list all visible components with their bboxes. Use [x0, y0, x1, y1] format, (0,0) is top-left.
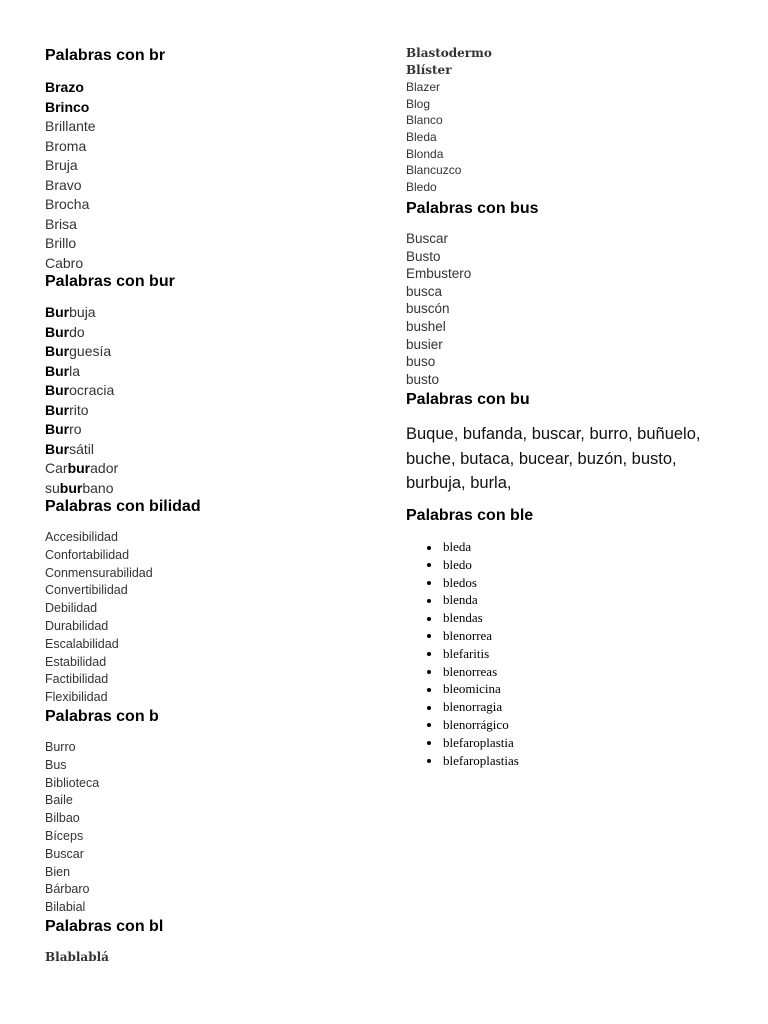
text-part: Bruja	[45, 157, 78, 173]
list-item: Bleda	[406, 130, 437, 145]
list-item: blenorreas	[426, 663, 519, 681]
list-item	[45, 137, 96, 157]
list-item: blefaritis	[426, 645, 519, 663]
list-item: Blanco	[406, 113, 443, 128]
list-item: blenda	[426, 591, 519, 609]
list-item: Durabilidad	[45, 618, 109, 633]
bold-part: bur	[67, 460, 91, 476]
list-item: bledo	[426, 556, 519, 574]
list-item: Buscar	[45, 846, 84, 861]
text-part: Car	[45, 460, 68, 476]
list-item: bledos	[426, 574, 519, 592]
list-item	[45, 362, 118, 382]
list-item	[45, 323, 118, 343]
list-item	[45, 156, 96, 176]
list-item: Blastodermo	[406, 46, 492, 60]
list-item: bushel	[406, 318, 446, 334]
list-item: Buscar	[406, 231, 449, 246]
bold-part: Bur	[45, 362, 70, 379]
list-item: blenorragia	[426, 698, 519, 716]
list-item: Blablablá	[45, 950, 109, 964]
heading-bus: Palabras con bus	[406, 200, 539, 217]
list-item: Convertibilidad	[45, 583, 128, 598]
bold-part: bur	[59, 479, 83, 496]
text-part: Brillo	[45, 235, 77, 251]
list-item: Estabilidad	[45, 654, 107, 669]
list-item: blefaroplastia	[426, 734, 519, 752]
bold-part: Bur	[45, 440, 70, 457]
bold-part: Bur	[45, 323, 70, 340]
list-item: Embustero	[406, 266, 472, 282]
bold-part: Brinco	[45, 98, 90, 115]
list-item: Burro	[45, 740, 76, 754]
paragraph-bu: Buque, bufanda, buscar, burro, buñuelo, buche, butaca, bucear, buzón, busto, burbuja, burla,	[406, 425, 701, 492]
text-part: bano	[82, 479, 114, 496]
list-item: Factibilidad	[45, 672, 109, 687]
list-item: Bledo	[406, 180, 437, 195]
list-item: Bárbaro	[45, 882, 90, 897]
list-item	[45, 78, 96, 98]
bold-part: Bur	[45, 421, 70, 437]
list-item: busto	[406, 371, 440, 387]
list-item: Baile	[45, 793, 73, 808]
list-item	[45, 401, 118, 421]
heading-bl: Palabras con bl	[45, 918, 164, 935]
text-part: Cabro	[45, 254, 84, 271]
list-item	[45, 479, 118, 499]
heading-ble: Palabras con ble	[406, 507, 534, 524]
list-item	[45, 440, 118, 460]
heading-bu: Palabras con bu	[406, 391, 530, 408]
text-part: buja	[69, 304, 96, 320]
list-item: buso	[406, 354, 436, 370]
word-list-bilidad	[45, 529, 153, 707]
list-item: busca	[406, 283, 443, 299]
heading-bur: Palabras con bur	[45, 273, 175, 290]
list-item	[45, 117, 96, 137]
bold-part: Bur	[45, 401, 70, 418]
list-item	[45, 381, 118, 401]
bullet-list-ble	[426, 538, 519, 769]
list-item: blendas	[426, 609, 519, 627]
list-item: Busto	[406, 248, 441, 264]
bold-part: Bur	[45, 343, 70, 359]
list-item: Escalabilidad	[45, 636, 119, 651]
list-item: Bíceps	[45, 828, 84, 843]
list-item: bleomicina	[426, 680, 519, 698]
word-list-bl-continued	[406, 79, 461, 196]
list-item: Blíster	[406, 62, 452, 77]
text-part: Brillante	[45, 118, 96, 134]
list-item: Flexibilidad	[45, 690, 108, 705]
list-item: Bilabial	[45, 900, 86, 915]
text-part: ro	[69, 421, 82, 437]
list-item: Bus	[45, 757, 67, 772]
word-list-bus	[406, 230, 471, 388]
heading-br: Palabras con br	[45, 47, 166, 64]
list-item: bleda	[426, 538, 519, 556]
list-item	[45, 98, 96, 118]
list-item	[45, 420, 118, 440]
text-part: guesía	[69, 343, 112, 359]
word-list-b	[45, 739, 99, 917]
bold-part: Brazo	[45, 79, 84, 95]
list-item: Blog	[406, 96, 431, 111]
list-item: Bilbao	[45, 811, 80, 826]
list-item	[45, 303, 118, 323]
text-part: Brisa	[45, 215, 77, 232]
text-part: Broma	[45, 137, 87, 154]
text-part: la	[69, 362, 81, 379]
text-part: ocracia	[69, 382, 115, 398]
list-item: Debilidad	[45, 601, 98, 616]
word-list-br	[45, 78, 96, 273]
list-item: Blonda	[406, 146, 444, 161]
list-item: blenorrágico	[426, 716, 519, 734]
list-item: blefaroplastias	[426, 752, 519, 770]
heading-bilidad: Palabras con bilidad	[45, 498, 201, 515]
text-part: rito	[69, 401, 89, 418]
list-item	[45, 342, 118, 362]
text-part: su	[45, 479, 60, 496]
word-list-bl	[45, 949, 109, 966]
list-item: Biblioteca	[45, 775, 100, 790]
text-part: ador	[90, 460, 119, 476]
list-item: Bien	[45, 864, 71, 879]
word-list-bl-bold	[406, 45, 492, 78]
list-item: Accesibilidad	[45, 530, 118, 544]
text-part: Bravo	[45, 176, 82, 193]
text-part: do	[69, 323, 85, 340]
list-item	[45, 254, 96, 274]
heading-b: Palabras con b	[45, 708, 159, 725]
list-item: Blazer	[406, 80, 441, 94]
text-part: sátil	[69, 440, 95, 457]
list-item: busier	[406, 336, 443, 352]
list-item: blenorrea	[426, 627, 519, 645]
list-item: buscón	[406, 301, 450, 317]
word-list-bur	[45, 303, 118, 498]
text-part: Brocha	[45, 196, 90, 212]
list-item	[45, 459, 118, 479]
list-item: Confortabilidad	[45, 547, 130, 562]
list-item	[45, 195, 96, 215]
list-item	[45, 234, 96, 254]
list-item	[45, 215, 96, 235]
bold-part: Bur	[45, 304, 70, 320]
bold-part: Bur	[45, 382, 70, 398]
list-item: Conmensurabilidad	[45, 565, 153, 580]
list-item	[45, 176, 96, 196]
list-item: Blancuzco	[406, 163, 462, 178]
